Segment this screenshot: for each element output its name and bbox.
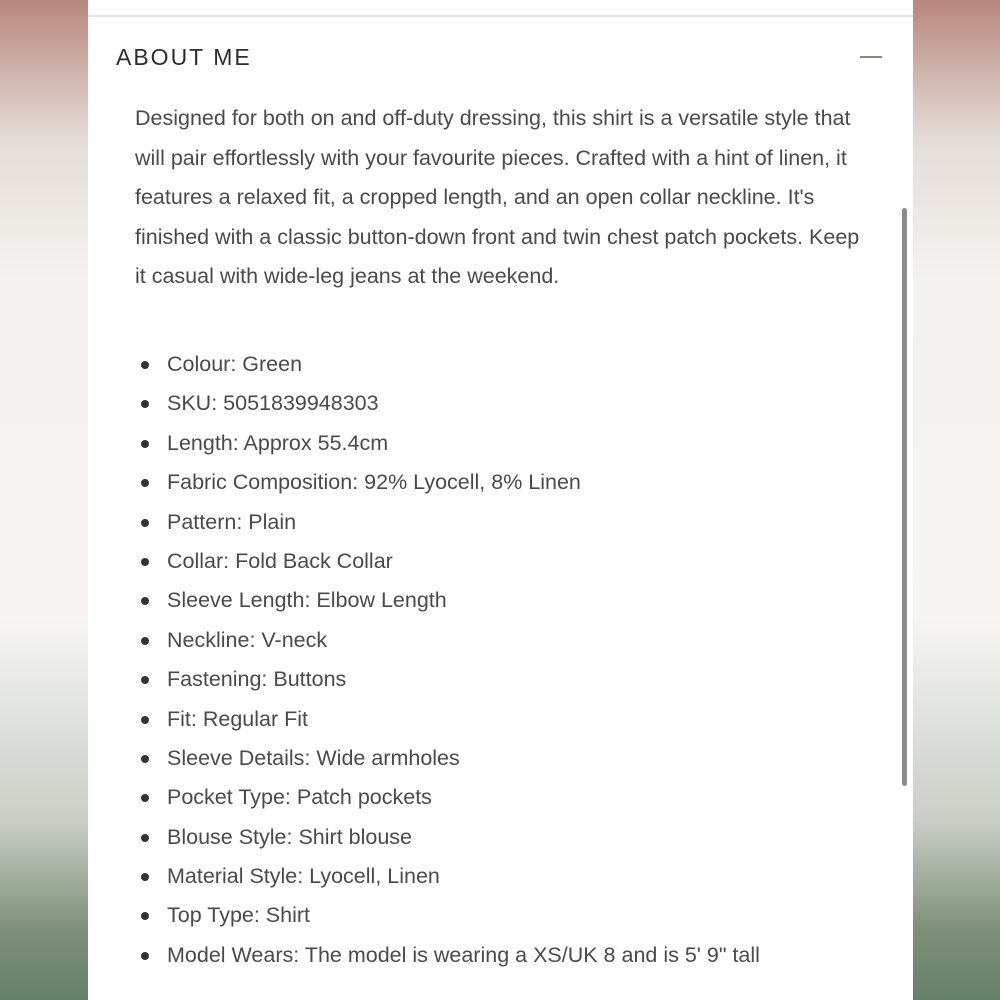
detail-fastening: Fastening: Buttons xyxy=(167,667,347,692)
product-description: Designed for both on and off-duty dressing, this shirt is a versatile style that will pair effortlessly with your favourite pieces. Crafted with a hint of linen, it features a relaxed fit, a cropped length, and an open collar neckline. It's finished with a classic button-down front and twin chest patch pockets. Keep it casual with wide-leg jeans at the weekend. xyxy=(135,106,860,288)
detail-fit: Fit: Regular Fit xyxy=(167,706,308,731)
detail-length: Length: Approx 55.4cm xyxy=(167,430,389,455)
list-item xyxy=(88,700,888,739)
list-item xyxy=(88,778,888,817)
bullet-icon xyxy=(141,440,149,448)
section-title: ABOUT ME xyxy=(116,44,252,70)
bullet-icon xyxy=(141,755,149,763)
bullet-icon xyxy=(141,479,149,487)
product-details-list xyxy=(88,345,888,975)
detail-collar: Collar: Fold Back Collar xyxy=(167,548,393,573)
bullet-icon xyxy=(141,873,149,881)
list-item xyxy=(88,621,888,660)
list-item xyxy=(88,424,888,463)
bullet-icon xyxy=(141,952,149,960)
scrollbar-thumb[interactable] xyxy=(902,208,907,786)
detail-fabric: Fabric Composition: 92% Lyocell, 8% Linen xyxy=(167,470,581,495)
product-details-panel xyxy=(88,0,913,1000)
bullet-icon xyxy=(141,400,149,408)
detail-blouse-style: Blouse Style: Shirt blouse xyxy=(167,824,412,849)
list-item xyxy=(88,660,888,699)
list-item xyxy=(88,818,888,857)
bullet-icon xyxy=(141,597,149,605)
bullet-icon xyxy=(141,912,149,920)
list-item xyxy=(88,936,888,975)
bullet-icon xyxy=(141,794,149,802)
list-item xyxy=(88,581,888,620)
list-item xyxy=(88,896,888,935)
detail-sku: SKU: 5051839948303 xyxy=(167,391,379,416)
list-item xyxy=(88,739,888,778)
list-item xyxy=(88,503,888,542)
minus-icon xyxy=(860,56,882,58)
detail-sleeve-length: Sleeve Length: Elbow Length xyxy=(167,588,447,613)
detail-model-wears: Model Wears: The model is wearing a XS/UK 8 and is 5' 9" tall xyxy=(167,942,760,967)
detail-top-type: Top Type: Shirt xyxy=(167,903,311,928)
detail-neckline: Neckline: V-neck xyxy=(167,627,328,652)
collapse-toggle-button[interactable] xyxy=(858,42,886,74)
list-item xyxy=(88,463,888,502)
bullet-icon xyxy=(141,716,149,724)
bullet-icon xyxy=(141,834,149,842)
list-item xyxy=(88,384,888,423)
detail-pattern: Pattern: Plain xyxy=(167,509,297,534)
detail-sleeve-details: Sleeve Details: Wide armholes xyxy=(167,745,460,770)
bullet-icon xyxy=(141,558,149,566)
bullet-icon xyxy=(141,637,149,645)
detail-material-style: Material Style: Lyocell, Linen xyxy=(167,864,440,889)
list-item xyxy=(88,345,888,384)
detail-colour: Colour: Green xyxy=(167,352,303,376)
list-item xyxy=(88,857,888,896)
about-me-accordion-header[interactable] xyxy=(116,42,886,76)
bullet-icon xyxy=(141,519,149,527)
bullet-icon xyxy=(141,676,149,684)
list-item xyxy=(88,542,888,581)
top-divider xyxy=(88,15,913,17)
bullet-icon xyxy=(141,361,149,369)
detail-pocket-type: Pocket Type: Patch pockets xyxy=(167,785,432,810)
